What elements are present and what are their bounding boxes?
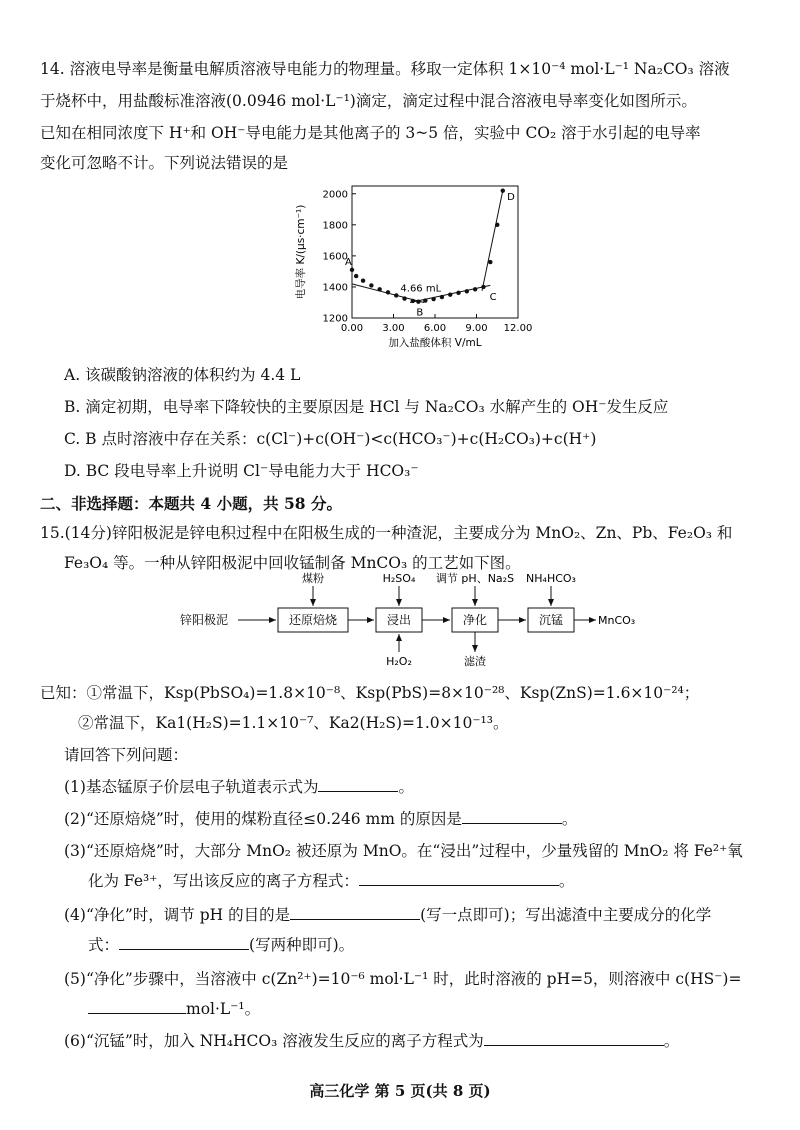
answer-blank-3[interactable] [359, 871, 559, 886]
flow-step-3-label: 净化 [462, 613, 488, 627]
process-flow-svg [180, 568, 650, 668]
q15-line-2: Fe₃O₄ 等。一种从锌阳极泥中回收锰制备 MnCO₃ 的工艺如下图。 [64, 554, 521, 572]
q15-sub-3-end: 。 [558, 872, 575, 890]
flow-step-2-label: 浸出 [386, 613, 412, 627]
q15-sub-3a: (3)“还原焙烧”时，大部分 MnO₂ 被还原为 MnO。在“浸出”过程中，少量残留的 MnO₂ 将 Fe²⁺氧 [64, 842, 743, 860]
q14-line-3: 已知在相同浓度下 H⁺和 OH⁻导电能力是其他离子的 3~5 倍，实验中 CO₂ 溶于水引起的电导率 [40, 124, 701, 142]
data-point [448, 293, 452, 297]
q15-ask: 请回答下列问题： [64, 746, 189, 764]
fit-line [482, 191, 503, 291]
x-axis-label: 加入盐酸体积 V/mL [388, 337, 482, 349]
conductivity-chart [290, 178, 540, 353]
data-point [369, 283, 373, 287]
q15-sub-5a: (5)“净化”步骤中，当溶液中 c(Zn²⁺)=10⁻⁶ mol·L⁻¹ 时，此时溶液的 pH=5，则溶液中 c(HS⁻)= [64, 970, 742, 988]
y-tick-label: 1600 [322, 251, 348, 263]
data-point [416, 299, 420, 303]
data-point [350, 268, 354, 272]
point-label-a: A [345, 257, 352, 269]
data-point [465, 289, 469, 293]
point-label-d: D [507, 191, 515, 203]
flow-step-1-label: 还原焙烧 [288, 613, 338, 627]
flow-start-label: 锌阳极泥 [180, 613, 229, 627]
point-label-c: C [489, 291, 497, 303]
flow-input-nh4hco3: NH₄HCO₃ [526, 572, 576, 585]
point-label-b: B [416, 307, 424, 319]
data-point [386, 290, 390, 294]
data-point [377, 287, 381, 291]
answer-blank-6[interactable] [484, 1031, 664, 1046]
q15-sub-4a-text: (4)“净化”时，调节 pH 的目的是 [64, 906, 291, 924]
answer-blank-4a[interactable] [290, 905, 420, 920]
x-tick-label: 6.00 [423, 323, 447, 334]
data-point [488, 260, 492, 264]
q15-known-2: ②常温下，Ka1(H₂S)=1.1×10⁻⁷、Ka2(H₂S)=1.0×10⁻¹³。 [78, 714, 509, 732]
annotation-volume: 4.66 mL [400, 283, 442, 295]
q15-known-1: 已知：①常温下，Ksp(PbSO₄)=1.8×10⁻⁸、Ksp(PbS)=8×10⁻²⁸、Ksp(ZnS)=1.6×10⁻²⁴； [40, 684, 700, 702]
x-tick-label: 3.00 [382, 323, 405, 334]
data-point [354, 274, 358, 278]
page-footer: 高三化学 第 5 页(共 8 页) [309, 1082, 491, 1100]
y-tick-label: 1400 [322, 282, 348, 294]
q15-sub-4a-tail: (写一点即可)；写出滤渣中主要成分的化学 [420, 906, 712, 924]
flow-input-coal: 煤粉 [302, 572, 324, 585]
y-axis-label: 电导率 K/(μs·cm⁻¹) [295, 204, 307, 300]
q15-sub-4a [64, 904, 711, 926]
q15-sub-5b-text: mol·L⁻¹。 [186, 1000, 261, 1018]
q14-line-4: 变化可忽略不计。下列说法错误的是 [40, 154, 289, 172]
flow-step-4-label: 沉锰 [538, 613, 564, 627]
data-point [473, 287, 477, 291]
answer-blank-1[interactable] [318, 777, 398, 792]
section-2-heading: 二、非选择题：本题共 4 小题，共 58 分。 [40, 494, 342, 513]
data-point [481, 285, 485, 289]
q15-sub-4b-tail: (写两种即可)。 [249, 936, 355, 954]
answer-blank-2[interactable] [462, 809, 562, 824]
q15-sub-2 [64, 808, 577, 830]
q15-sub-2-end: 。 [561, 810, 578, 828]
q15-sub-3b [88, 870, 574, 892]
q15-sub-6-end: 。 [663, 1032, 680, 1050]
data-point [402, 296, 406, 300]
data-point [501, 188, 505, 192]
q15-sub-1-text: (1)基态锰原子价层电子轨道表示式为 [64, 778, 319, 796]
x-tick-label: 9.00 [465, 323, 488, 334]
data-point [394, 293, 398, 297]
answer-blank-4b[interactable] [119, 935, 249, 950]
x-tick-label: 0.00 [340, 323, 364, 334]
flow-input-h2o2: H₂O₂ [386, 655, 412, 668]
q14-option-b: B. 滴定初期，电导率下降较快的主要原因是 HCl 与 Na₂CO₃ 水解产生的 OH⁻发生反应 [64, 398, 669, 416]
q14-option-d: D. BC 段电导率上升说明 Cl⁻导电能力大于 HCO₃⁻ [64, 462, 419, 480]
data-point [440, 295, 444, 299]
q15-sub-2-text: (2)“还原焙烧”时，使用的煤粉直径≤0.246 mm 的原因是 [64, 810, 462, 828]
q15-line-1: 15.(14分)锌阳极泥是锌电积过程中在阳极生成的一种渣泥，主要成分为 MnO₂、Zn、Pb、Fe₂O₃ 和 [40, 524, 733, 542]
q15-sub-4b-text: 式： [88, 936, 120, 954]
q14-option-c: C. B 点时溶液中存在关系：c(Cl⁻)+c(OH⁻)<c(HCO₃⁻)+c(H₂CO₃)+c(H⁺) [64, 430, 597, 448]
q15-sub-4b [88, 934, 354, 956]
q14-line-1: 14. 溶液电导率是衡量电解质溶液导电能力的物理量。移取一定体积 1×10⁻⁴ mol·L⁻¹ Na₂CO₃ 溶液 [40, 60, 730, 78]
data-point [411, 299, 415, 303]
data-point [495, 223, 499, 227]
flow-output-residue: 滤渣 [464, 655, 486, 668]
data-point [431, 297, 435, 301]
flow-input-ph-na2s: 调节 pH、Na₂S [435, 572, 515, 585]
answer-blank-5[interactable] [88, 999, 186, 1014]
q15-sub-5b [88, 998, 260, 1020]
q15-sub-1 [64, 776, 414, 798]
q15-sub-3b-text: 化为 Fe³⁺，写出该反应的离子方程式： [88, 872, 359, 890]
data-point [361, 279, 365, 283]
data-point [423, 298, 427, 302]
flow-end-label: MnCO₃ [598, 614, 636, 627]
q15-sub-6-text: (6)“沉锰”时，加入 NH₄HCO₃ 溶液发生反应的离子方程式为 [64, 1032, 484, 1050]
flow-input-h2so4: H₂SO₄ [382, 572, 416, 585]
y-tick-label: 1800 [322, 220, 348, 232]
q15-sub-6 [64, 1030, 679, 1052]
data-point [456, 291, 460, 295]
y-tick-label: 2000 [322, 189, 348, 201]
q14-line-2: 于烧杯中，用盐酸标准溶液(0.0946 mol·L⁻¹)滴定，滴定过程中混合溶液电导率变化如图所示。 [40, 92, 697, 110]
q15-sub-1-end: 。 [398, 778, 414, 796]
x-tick-label: 12.00 [503, 323, 533, 334]
y-tick-label: 1200 [322, 313, 348, 325]
process-flow-diagram [180, 568, 650, 668]
conductivity-chart-svg [290, 178, 540, 353]
q14-option-a: A. 该碳酸钠溶液的体积约为 4.4 L [64, 366, 301, 384]
